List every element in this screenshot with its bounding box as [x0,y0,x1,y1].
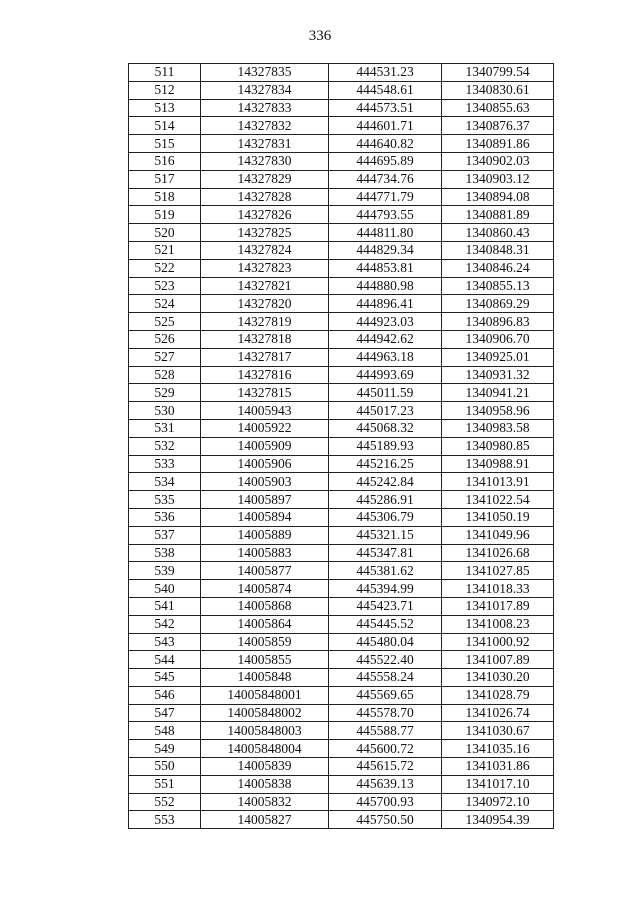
point-number-cell: 539 [129,562,201,580]
table-row [129,313,554,331]
point-number-cell: 520 [129,224,201,242]
table-row [129,651,554,669]
page-number: 336 [308,28,332,44]
x-coordinate-cell: 445011.59 [329,384,442,402]
x-coordinate-cell: 445286.91 [329,491,442,509]
x-coordinate-cell: 445569.65 [329,686,442,704]
point-number-cell: 522 [129,259,201,277]
y-coordinate-cell: 1340988.91 [442,455,554,473]
parcel-id-cell: 14327831 [201,135,329,153]
point-number-cell: 543 [129,633,201,651]
point-number-cell: 517 [129,170,201,188]
table-row [129,277,554,295]
table-row [129,686,554,704]
parcel-id-cell: 14005855 [201,651,329,669]
point-number-cell: 553 [129,811,201,829]
y-coordinate-cell: 1340830.61 [442,81,554,99]
coordinate-table [128,63,554,829]
table-row [129,526,554,544]
y-coordinate-cell: 1340903.12 [442,170,554,188]
x-coordinate-cell: 444811.80 [329,224,442,242]
x-coordinate-cell: 444963.18 [329,348,442,366]
y-coordinate-cell: 1341017.89 [442,597,554,615]
table-row [129,508,554,526]
table-row [129,491,554,509]
table-row [129,64,554,82]
table-row [129,81,554,99]
point-number-cell: 547 [129,704,201,722]
x-coordinate-cell: 445480.04 [329,633,442,651]
x-coordinate-cell: 444942.62 [329,330,442,348]
y-coordinate-cell: 1341027.85 [442,562,554,580]
x-coordinate-cell: 444695.89 [329,152,442,170]
x-coordinate-cell: 444829.34 [329,241,442,259]
parcel-id-cell: 14005883 [201,544,329,562]
table-row [129,473,554,491]
y-coordinate-cell: 1340980.85 [442,437,554,455]
point-number-cell: 550 [129,758,201,776]
table-row [129,615,554,633]
parcel-id-cell: 14327825 [201,224,329,242]
point-number-cell: 541 [129,597,201,615]
table-row [129,241,554,259]
x-coordinate-cell: 444923.03 [329,313,442,331]
point-number-cell: 512 [129,81,201,99]
parcel-id-cell: 14005848 [201,669,329,687]
y-coordinate-cell: 1341017.10 [442,775,554,793]
x-coordinate-cell: 445750.50 [329,811,442,829]
parcel-id-cell: 14005897 [201,491,329,509]
table-row [129,669,554,687]
parcel-id-cell: 14005827 [201,811,329,829]
table-row [129,811,554,829]
x-coordinate-cell: 445347.81 [329,544,442,562]
y-coordinate-cell: 1341030.20 [442,669,554,687]
y-coordinate-cell: 1341026.74 [442,704,554,722]
y-coordinate-cell: 1340896.83 [442,313,554,331]
table-row [129,793,554,811]
y-coordinate-cell: 1341049.96 [442,526,554,544]
point-number-cell: 537 [129,526,201,544]
point-number-cell: 527 [129,348,201,366]
parcel-id-cell: 14005848003 [201,722,329,740]
table-row [129,206,554,224]
parcel-id-cell: 14327834 [201,81,329,99]
point-number-cell: 536 [129,508,201,526]
x-coordinate-cell: 444993.69 [329,366,442,384]
point-number-cell: 530 [129,402,201,420]
x-coordinate-cell: 444734.76 [329,170,442,188]
x-coordinate-cell: 445445.52 [329,615,442,633]
y-coordinate-cell: 1341030.67 [442,722,554,740]
y-coordinate-cell: 1340941.21 [442,384,554,402]
point-number-cell: 540 [129,580,201,598]
point-number-cell: 531 [129,419,201,437]
parcel-id-cell: 14005874 [201,580,329,598]
y-coordinate-cell: 1341000.92 [442,633,554,651]
y-coordinate-cell: 1341028.79 [442,686,554,704]
point-number-cell: 538 [129,544,201,562]
x-coordinate-cell: 445588.77 [329,722,442,740]
parcel-id-cell: 14005909 [201,437,329,455]
y-coordinate-cell: 1340799.54 [442,64,554,82]
x-coordinate-cell: 445394.99 [329,580,442,598]
x-coordinate-cell: 445615.72 [329,758,442,776]
table-row [129,455,554,473]
point-number-cell: 535 [129,491,201,509]
parcel-id-cell: 14327824 [201,241,329,259]
table-row [129,99,554,117]
table-row [129,722,554,740]
parcel-id-cell: 14005864 [201,615,329,633]
point-number-cell: 516 [129,152,201,170]
parcel-id-cell: 14005877 [201,562,329,580]
point-number-cell: 511 [129,64,201,82]
parcel-id-cell: 14327829 [201,170,329,188]
parcel-id-cell: 14005943 [201,402,329,420]
table-row [129,633,554,651]
y-coordinate-cell: 1341026.68 [442,544,554,562]
x-coordinate-cell: 444640.82 [329,135,442,153]
x-coordinate-cell: 444853.81 [329,259,442,277]
point-number-cell: 534 [129,473,201,491]
point-number-cell: 525 [129,313,201,331]
y-coordinate-cell: 1340881.89 [442,206,554,224]
point-number-cell: 529 [129,384,201,402]
parcel-id-cell: 14005868 [201,597,329,615]
point-number-cell: 546 [129,686,201,704]
x-coordinate-cell: 445017.23 [329,402,442,420]
y-coordinate-cell: 1341018.33 [442,580,554,598]
table-row [129,704,554,722]
y-coordinate-cell: 1340958.96 [442,402,554,420]
point-number-cell: 548 [129,722,201,740]
parcel-id-cell: 14005903 [201,473,329,491]
parcel-id-cell: 14327823 [201,259,329,277]
point-number-cell: 532 [129,437,201,455]
parcel-id-cell: 14327817 [201,348,329,366]
table-row [129,580,554,598]
y-coordinate-cell: 1341050.19 [442,508,554,526]
point-number-cell: 513 [129,99,201,117]
y-coordinate-cell: 1340848.31 [442,241,554,259]
y-coordinate-cell: 1341007.89 [442,651,554,669]
parcel-id-cell: 14005906 [201,455,329,473]
table-row [129,384,554,402]
parcel-id-cell: 14327819 [201,313,329,331]
table-row [129,758,554,776]
point-number-cell: 544 [129,651,201,669]
table-row [129,775,554,793]
table-row [129,348,554,366]
y-coordinate-cell: 1340855.63 [442,99,554,117]
parcel-id-cell: 14327820 [201,295,329,313]
parcel-id-cell: 14327826 [201,206,329,224]
table-row [129,330,554,348]
parcel-id-cell: 14327833 [201,99,329,117]
parcel-id-cell: 14005922 [201,419,329,437]
table-row [129,170,554,188]
x-coordinate-cell: 445306.79 [329,508,442,526]
x-coordinate-cell: 444793.55 [329,206,442,224]
point-number-cell: 545 [129,669,201,687]
x-coordinate-cell: 444601.71 [329,117,442,135]
point-number-cell: 533 [129,455,201,473]
point-number-cell: 552 [129,793,201,811]
point-number-cell: 523 [129,277,201,295]
point-number-cell: 526 [129,330,201,348]
y-coordinate-cell: 1340846.24 [442,259,554,277]
y-coordinate-cell: 1340860.43 [442,224,554,242]
y-coordinate-cell: 1340891.86 [442,135,554,153]
point-number-cell: 528 [129,366,201,384]
x-coordinate-cell: 445578.70 [329,704,442,722]
y-coordinate-cell: 1340931.32 [442,366,554,384]
point-number-cell: 514 [129,117,201,135]
parcel-id-cell: 14005839 [201,758,329,776]
y-coordinate-cell: 1340902.03 [442,152,554,170]
parcel-id-cell: 14327818 [201,330,329,348]
x-coordinate-cell: 444531.23 [329,64,442,82]
y-coordinate-cell: 1340906.70 [442,330,554,348]
x-coordinate-cell: 444548.61 [329,81,442,99]
y-coordinate-cell: 1341031.86 [442,758,554,776]
x-coordinate-cell: 444573.51 [329,99,442,117]
x-coordinate-cell: 445600.72 [329,740,442,758]
parcel-id-cell: 14005848001 [201,686,329,704]
parcel-id-cell: 14005838 [201,775,329,793]
parcel-id-cell: 14327828 [201,188,329,206]
y-coordinate-cell: 1340972.10 [442,793,554,811]
table-row [129,402,554,420]
point-number-cell: 549 [129,740,201,758]
y-coordinate-cell: 1340925.01 [442,348,554,366]
x-coordinate-cell: 445423.71 [329,597,442,615]
point-number-cell: 521 [129,241,201,259]
point-number-cell: 542 [129,615,201,633]
x-coordinate-cell: 445242.84 [329,473,442,491]
x-coordinate-cell: 445522.40 [329,651,442,669]
parcel-id-cell: 14327832 [201,117,329,135]
table-row [129,419,554,437]
parcel-id-cell: 14327835 [201,64,329,82]
parcel-id-cell: 14005889 [201,526,329,544]
y-coordinate-cell: 1341022.54 [442,491,554,509]
table-body [129,64,554,829]
table-row [129,295,554,313]
x-coordinate-cell: 444896.41 [329,295,442,313]
y-coordinate-cell: 1340954.39 [442,811,554,829]
x-coordinate-cell: 444771.79 [329,188,442,206]
table-row [129,544,554,562]
point-number-cell: 519 [129,206,201,224]
y-coordinate-cell: 1340876.37 [442,117,554,135]
table-row [129,366,554,384]
table-row [129,117,554,135]
parcel-id-cell: 14005894 [201,508,329,526]
point-number-cell: 524 [129,295,201,313]
parcel-id-cell: 14327815 [201,384,329,402]
x-coordinate-cell: 445068.32 [329,419,442,437]
x-coordinate-cell: 445700.93 [329,793,442,811]
y-coordinate-cell: 1341013.91 [442,473,554,491]
parcel-id-cell: 14327821 [201,277,329,295]
x-coordinate-cell: 444880.98 [329,277,442,295]
table-row [129,259,554,277]
table-row [129,562,554,580]
parcel-id-cell: 14327816 [201,366,329,384]
y-coordinate-cell: 1340983.58 [442,419,554,437]
table-row [129,135,554,153]
parcel-id-cell: 14327830 [201,152,329,170]
table-row [129,188,554,206]
x-coordinate-cell: 445216.25 [329,455,442,473]
parcel-id-cell: 14005832 [201,793,329,811]
parcel-id-cell: 14005848002 [201,704,329,722]
x-coordinate-cell: 445189.93 [329,437,442,455]
table-row [129,740,554,758]
point-number-cell: 518 [129,188,201,206]
x-coordinate-cell: 445321.15 [329,526,442,544]
point-number-cell: 515 [129,135,201,153]
table-row [129,152,554,170]
x-coordinate-cell: 445381.62 [329,562,442,580]
table-row [129,224,554,242]
parcel-id-cell: 14005848004 [201,740,329,758]
parcel-id-cell: 14005859 [201,633,329,651]
x-coordinate-cell: 445639.13 [329,775,442,793]
table-row [129,437,554,455]
y-coordinate-cell: 1341008.23 [442,615,554,633]
y-coordinate-cell: 1341035.16 [442,740,554,758]
x-coordinate-cell: 445558.24 [329,669,442,687]
point-number-cell: 551 [129,775,201,793]
y-coordinate-cell: 1340855.13 [442,277,554,295]
y-coordinate-cell: 1340894.08 [442,188,554,206]
y-coordinate-cell: 1340869.29 [442,295,554,313]
table-row [129,597,554,615]
